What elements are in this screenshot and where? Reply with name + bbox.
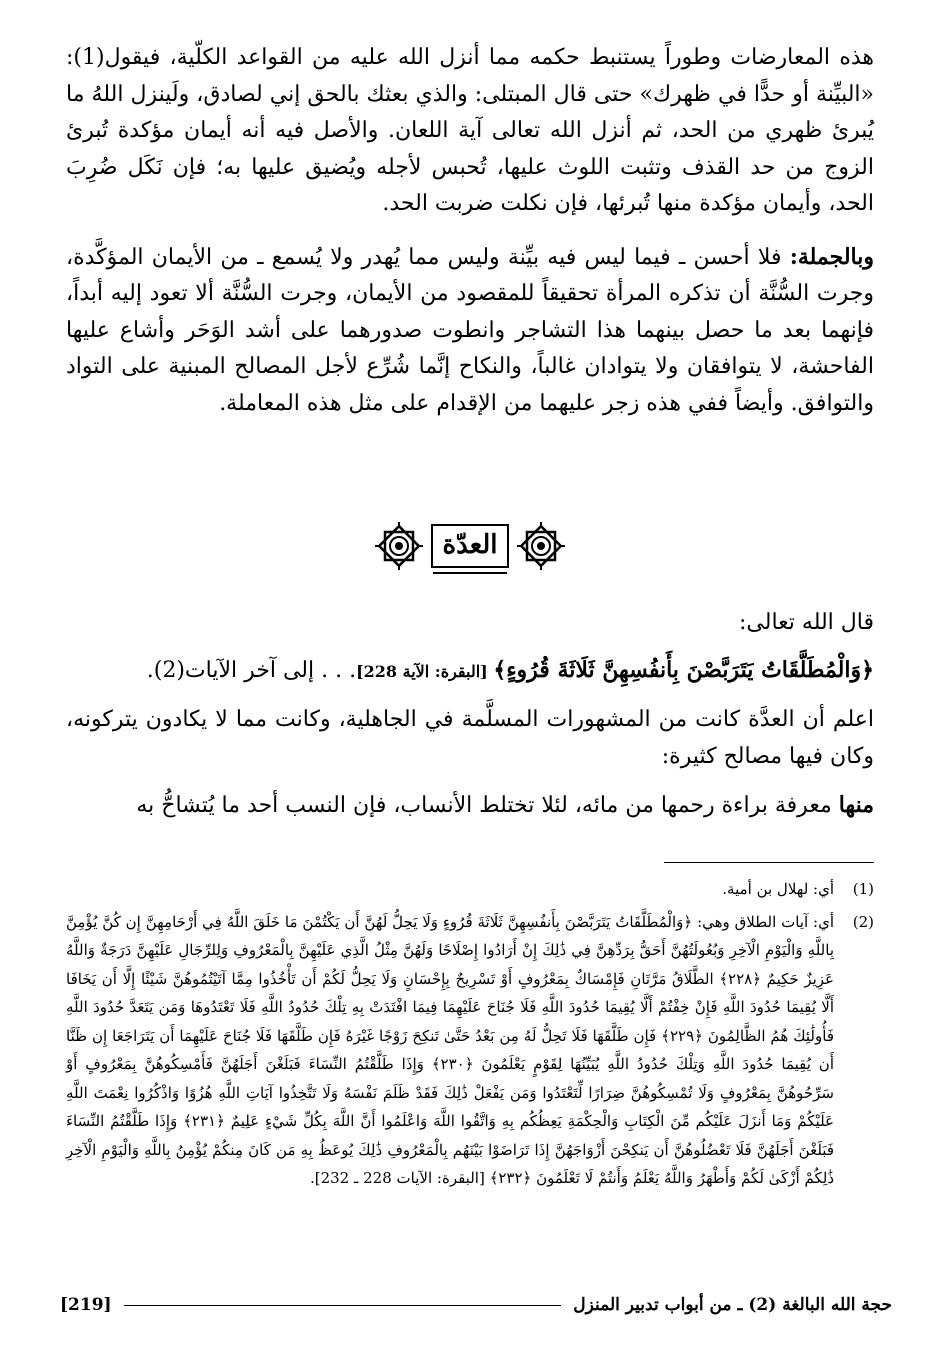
paragraph-summary <box>66 239 874 423</box>
section-body <box>66 605 874 825</box>
page-footer <box>60 1295 892 1315</box>
footnote-number: (1) <box>852 880 874 898</box>
verse-text: ﴿وَالْمُطَلَّقَاتُ يَتَرَبَّصْنَ بِأَنفُسِهِنَّ ثَلَاثَةَ قُرُوءٍ﴾ <box>493 656 874 683</box>
paragraph-body: معرفة براءة رحمها من مائه، لئلا تختلط الأنساب، فإن النسب أحد ما يُتشاحُّ به <box>136 793 839 818</box>
footnote <box>66 908 874 1193</box>
star-ornament-icon <box>373 520 425 572</box>
quote-intro: قال الله تعالى: <box>739 610 874 635</box>
verse-reference: [البقرة: الآية 228] <box>356 661 494 681</box>
paragraph-lead: منها <box>838 792 874 818</box>
footnote-text: أي: لهلال بن أمية. <box>722 880 834 898</box>
main-text <box>66 40 874 422</box>
page-number: [219] <box>60 1295 112 1315</box>
running-title: حجة الله البالغة (2) ـ من أبواب تدبير المنزل <box>573 1295 892 1315</box>
footnotes <box>66 875 874 1193</box>
footnote <box>66 875 874 904</box>
quran-verse <box>66 652 874 691</box>
paragraph-lead: وبالجملة: <box>789 243 874 270</box>
section-heading <box>0 520 940 572</box>
footer-rule <box>124 1305 562 1306</box>
paragraph-benefits <box>66 787 874 825</box>
paragraph-body: فلا أحسن ـ فيما ليس فيه بيِّنة وليس مما يُهدر ولا يُسمع ـ من الأيمان المؤكَّدة، وجرت السُّنَّة أن تذكره المرأة تحقيقاً للمقصود من الأيمان، وجرت السُّنَّة ألا تعود إليه أبداً، فإنهما بعد ما حصل بينهما هذا التشاجر وانطوت صدورهما على أشد الوَحَر وأشاع عليها الفاحشة، لا يتوافقان ولا يتوادان غالباً، والنكاح إنَّما شُرِّع لأجل المصالح المبنية على التواد والتوافق. وأيضاً ففي هذه زجر عليهما من الإقدام على مثل هذه المعاملة. <box>66 244 874 416</box>
paragraph-idda: اعلم أن العدَّة كانت من المشهورات المسلَّمة في الجاهلية، وكانت مما لا يكادون يتركونه، وكان فيها مصالح كثيرة: <box>66 707 874 769</box>
footnote-separator <box>664 862 874 863</box>
footnote-text: أي: آيات الطلاق وهي: ﴿وَالْمُطَلَّقَاتُ يَتَرَبَّصْنَ بِأَنفُسِهِنَّ ثَلَاثَةَ قُرُوءٍ وَلَا يَحِلُّ لَهُنَّ أَن يَكْتُمْنَ مَا خَلَقَ اللَّهُ فِي أَرْحَامِهِنَّ إِن كُنَّ يُؤْمِنَّ بِاللَّهِ وَالْيَوْمِ الْآخِرِ وَبُعُولَتُهُنَّ أَحَقُّ بِرَدِّهِنَّ فِي ذَٰلِكَ إِنْ أَرَادُوا إِصْلَاحًا وَلَهُنَّ مِثْلُ الَّذِي عَلَيْهِنَّ بِالْمَعْرُوفِ وَلِلرِّجَالِ عَلَيْهِنَّ دَرَجَةٌ وَاللَّهُ عَزِيزٌ حَكِيمٌ ﴿٢٢٨﴾ الطَّلَاقُ مَرَّتَانِ فَإِمْسَاكٌ بِمَعْرُوفٍ أَوْ تَسْرِيحٌ بِإِحْسَانٍ وَلَا يَحِلُّ لَكُمْ أَن تَأْخُذُوا مِمَّا آتَيْتُمُوهُنَّ شَيْئًا إِلَّا أَن يَخَافَا أَلَّا يُقِيمَا حُدُودَ اللَّهِ فَإِنْ خِفْتُمْ أَلَّا يُقِيمَا حُدُودَ اللَّهِ فَلَا جُنَاحَ عَلَيْهِمَا فِيمَا افْتَدَتْ بِهِ تِلْكَ حُدُودُ اللَّهِ فَلَا تَعْتَدُوهَا وَمَن يَتَعَدَّ حُدُودَ اللَّهِ فَأُولَٰئِكَ هُمُ الظَّالِمُونَ ﴿٢٢٩﴾ فَإِن طَلَّقَهَا فَلَا تَحِلُّ لَهُ مِن بَعْدُ حَتَّىٰ تَنكِحَ زَوْجًا غَيْرَهُ فَإِن طَلَّقَهَا فَلَا جُنَاحَ عَلَيْهِمَا أَن يَتَرَاجَعَا إِن ظَنَّا أَن يُقِيمَا حُدُودَ اللَّهِ وَتِلْكَ حُدُودُ اللَّهِ يُبَيِّنُهَا لِقَوْمٍ يَعْلَمُونَ ﴿٢٣٠﴾ وَإِذَا طَلَّقْتُمُ النِّسَاءَ فَبَلَغْنَ أَجَلَهُنَّ فَأَمْسِكُوهُنَّ بِمَعْرُوفٍ أَوْ سَرِّحُوهُنَّ بِمَعْرُوفٍ وَلَا تُمْسِكُوهُنَّ ضِرَارًا لِّتَعْتَدُوا وَمَن يَفْعَلْ ذَٰلِكَ فَقَدْ ظَلَمَ نَفْسَهُ وَلَا تَتَّخِذُوا آيَاتِ اللَّهِ هُزُوًا وَاذْكُرُوا نِعْمَتَ اللَّهِ عَلَيْكُمْ وَمَا أَنزَلَ عَلَيْكُم مِّنَ الْكِتَابِ وَالْحِكْمَةِ يَعِظُكُم بِهِ وَاتَّقُوا اللَّهَ وَاعْلَمُوا أَنَّ اللَّهَ بِكُلِّ شَيْءٍ عَلِيمٌ ﴿٢٣١﴾ وَإِذَا طَلَّقْتُمُ النِّسَاءَ فَبَلَغْنَ أَجَلَهُنَّ فَلَا تَعْضُلُوهُنَّ أَن يَنكِحْنَ أَزْوَاجَهُنَّ إِذَا تَرَاضَوْا بَيْنَهُم بِالْمَعْرُوفِ ذَٰلِكَ يُوعَظُ بِهِ مَن كَانَ مِنكُمْ يُؤْمِنُ بِاللَّهِ وَالْيَوْمِ الْآخِرِ ذَٰلِكُمْ أَزْكَىٰ لَكُمْ وَأَطْهَرُ وَاللَّهُ يَعْلَمُ وَأَنتُمْ لَا تَعْلَمُونَ ﴿٢٣٢﴾ [البقرة: الآيات 228 ـ 232]. <box>66 912 834 1187</box>
section-title: العدّة <box>431 524 510 568</box>
paragraph-lian: هذه المعارضات وطوراً يستنبط حكمه مما أنزل الله عليه من القواعد الكلّية، فيقول(1): «البيِّنة أو حدًّا في ظهرك» حتى قال المبتلى: والذي بعثك بالحق إني لصادق، ولَينزل اللهُ ما يُبرئ ظهري من الحد، ثم أنزل الله تعالى آية اللعان. والأصل فيه أنه أيمان مؤكدة تُبرئ الزوج من حد القذف وتثبت اللوث عليها، تُحبس لأجله ويُضيق عليها به؛ فإن نَكَل ضُرِبَ الحد، وأيمان مؤكدة منها تُبرئها، فإن نكلت ضربت الحد. <box>66 45 874 216</box>
star-ornament-icon <box>515 520 567 572</box>
verse-tail: . . . إلى آخر الآيات(2). <box>146 657 357 683</box>
footnote-number: (2) <box>852 912 874 931</box>
